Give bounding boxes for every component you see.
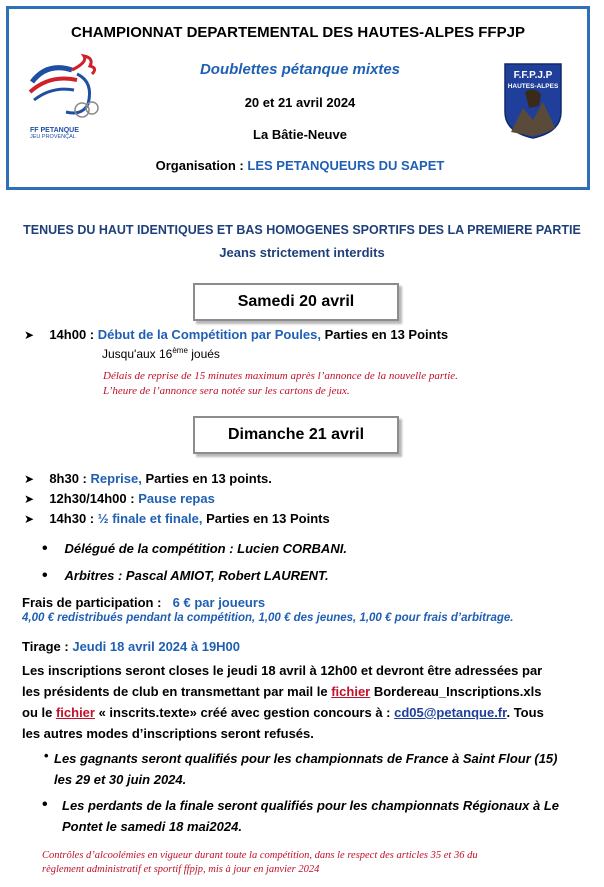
sunday-item-label: ½ finale et finale,	[97, 511, 203, 526]
fees-line	[22, 595, 265, 610]
winners-line-2: les 29 et 30 juin 2024.	[54, 772, 187, 787]
referees-text: Arbitres : Pascal AMIOT, Robert LAURENT.	[64, 568, 329, 583]
dot-bullet-icon: •	[42, 796, 48, 813]
sunday-item-label: Pause repas	[138, 491, 215, 506]
saturday-sub-sup: ème	[172, 346, 188, 355]
losers-line-2: Pontet le samedi 18 mai2024.	[62, 819, 242, 834]
arrow-bullet-icon: ➤	[24, 328, 35, 342]
registration-text: ou le	[22, 705, 56, 720]
registration-line-4: les autres modes d’inscriptions seront refusés.	[22, 726, 314, 741]
delegate-line	[42, 540, 347, 558]
sunday-item	[24, 511, 330, 526]
arrow-bullet-icon: ➤	[24, 472, 35, 486]
registration-paragraph	[22, 660, 582, 744]
saturday-item-label: Début de la Compétition par Poules,	[97, 327, 321, 342]
losers-line-1: Les perdants de la finale seront qualifiés pour les championnats Régionaux à Le	[62, 798, 560, 813]
logo-right-line2: HAUTES-ALPES	[507, 83, 559, 90]
saturday-item	[24, 327, 448, 342]
sunday-item-time: 12h30/14h00 :	[49, 491, 135, 506]
jeans-notice: Jeans strictement interdits	[219, 245, 385, 260]
sunday-item	[24, 491, 215, 506]
arrow-bullet-icon: ➤	[24, 492, 35, 506]
dot-bullet-icon: •	[44, 748, 49, 763]
sunday-item	[24, 471, 272, 486]
registration-text: « inscrits.texte» créé avec gestion concours à :	[94, 705, 395, 720]
ffpjp-hautes-alpes-logo	[503, 62, 563, 140]
sunday-item-label: Reprise,	[90, 471, 142, 486]
dot-bullet-icon: •	[42, 567, 48, 584]
registration-line-1: Les inscriptions seront closes le jeudi 18 avril à 12h00 et devront être adressées par	[22, 663, 543, 678]
event-location: La Bâtie-Neuve	[253, 127, 347, 142]
page-title: CHAMPIONNAT DEPARTEMENTAL DES HAUTES-ALPES FFPJP	[71, 24, 525, 41]
saturday-sub-prefix: Jusqu'aux 16	[102, 347, 173, 361]
saturday-heading: Samedi 20 avril	[193, 283, 399, 321]
draw-line	[22, 639, 240, 654]
organisation-value: LES PETANQUEURS DU SAPET	[247, 158, 445, 173]
page-subtitle: Doublettes pétanque mixtes	[199, 61, 401, 78]
rooster-icon	[22, 52, 106, 122]
registration-text: . Tous	[506, 705, 544, 720]
saturday-subline	[102, 346, 220, 361]
winners-qualification	[44, 748, 589, 790]
logo-left-line1: FF PETANQUE	[30, 127, 79, 134]
fichier-link[interactable]: fichier	[331, 684, 371, 699]
dot-bullet-icon: •	[42, 540, 48, 557]
registration-text: Bordereau_Inscriptions.xls	[370, 684, 542, 699]
draw-label: Tirage :	[22, 639, 69, 654]
sunday-item-time: 14h30 :	[49, 511, 95, 526]
registration-line-3	[22, 702, 582, 723]
fees-value: 6 € par joueurs	[172, 595, 266, 610]
delegate-text: Délégué de la compétition : Lucien CORBANI.	[64, 541, 347, 556]
arrow-bullet-icon: ➤	[24, 512, 35, 526]
footer-line-2: règlement administratif et sportif ffpjp, mis à jour en janvier 2024	[42, 864, 320, 875]
ff-petanque-logo	[22, 52, 106, 140]
saturday-item-time: 14h00 :	[49, 327, 95, 342]
email-link[interactable]: cd05@petanque.fr	[394, 705, 507, 720]
fichier-link[interactable]: fichier	[55, 705, 95, 720]
organisation-label: Organisation :	[155, 158, 244, 173]
sunday-item-time: 8h30 :	[49, 471, 87, 486]
fees-label: Frais de participation :	[22, 595, 162, 610]
event-dates: 20 et 21 avril 2024	[244, 95, 356, 110]
losers-qualification	[42, 795, 587, 837]
winners-line-1: Les gagnants seront qualifiés pour les championnats de France à Saint Flour (15)	[54, 751, 558, 766]
referees-line	[42, 567, 329, 585]
saturday-note-2: L’heure de l’annonce sera notée sur les cartons de jeux.	[103, 385, 350, 397]
sunday-heading: Dimanche 21 avril	[193, 416, 399, 454]
sunday-item-rest: Parties en 13 Points	[206, 511, 330, 526]
logo-left-line2: JEU PROVENÇAL	[30, 134, 76, 140]
saturday-sub-suffix: joués	[187, 347, 220, 361]
saturday-note-1: Délais de reprise de 15 minutes maximum après l’annonce de la nouvelle partie.	[103, 370, 458, 382]
dress-code-notice: TENUES DU HAUT IDENTIQUES ET BAS HOMOGENES SPORTIFS DES LA PREMIERE PARTIE	[23, 223, 581, 237]
registration-text: les présidents de club en transmettant par mail le	[22, 684, 332, 699]
logo-right-line1: F.F.P.J.P	[513, 70, 553, 81]
registration-line-2	[22, 681, 582, 702]
draw-value: Jeudi 18 avril 2024 à 19H00	[72, 639, 241, 654]
organisation	[90, 158, 510, 173]
sunday-item-rest: Parties en 13 points.	[145, 471, 272, 486]
saturday-item-rest: Parties en 13 Points	[324, 327, 449, 342]
fees-detail: 4,00 € redistribués pendant la compétition, 1,00 € des jeunes, 1,00 € pour frais d’arbitrage.	[22, 612, 514, 624]
footer-line-1: Contrôles d’alcoolémies en vigueur durant toute la compétition, dans le respect des articles 35 et 36 du	[42, 850, 478, 861]
